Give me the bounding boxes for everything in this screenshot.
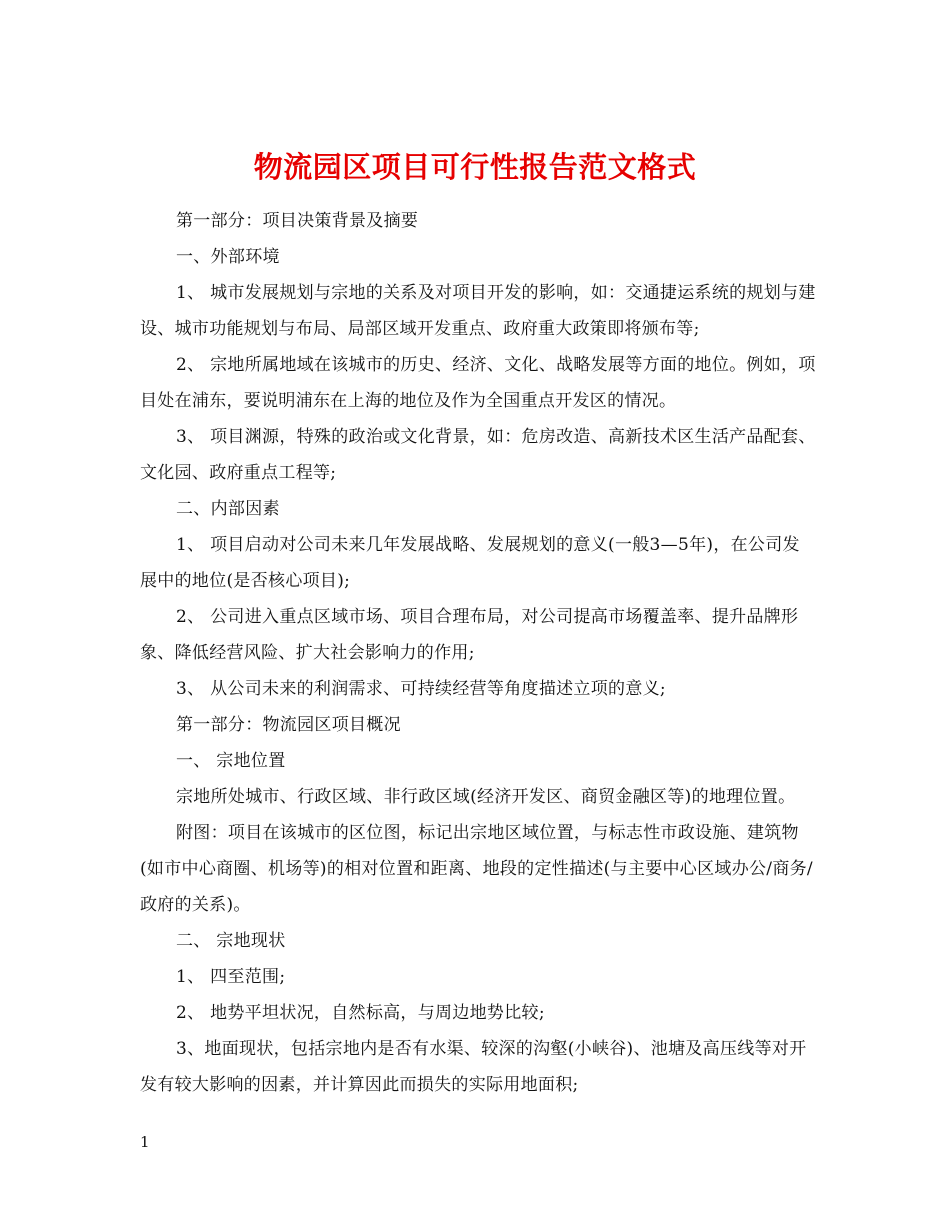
paragraph: 3、 项目渊源，特殊的政治或文化背景，如：危房改造、高新技术区生活产品配套、文化园、政府重点工程等; [140,427,816,483]
page-number: 1 [140,1133,150,1151]
paragraph: 2、 公司进入重点区域市场、项目合理布局，对公司提高市场覆盖率、提升品牌形象、降低经营风险、扩大社会影响力的作用; [140,607,799,663]
paragraph: 1、 城市发展规划与宗地的关系及对项目开发的影响，如：交通捷运系统的规划与建设、城市功能规划与布局、局部区域开发重点、政府重大政策即将颁布等; [140,283,816,339]
paragraph: 1、 项目启动对公司未来几年发展战略、发展规划的意义(一般3—5年)，在公司发展中的地位(是否核心项目); [140,535,800,591]
paragraph: 二、 宗地现状 [176,931,286,951]
paragraph: 二、内部因素 [176,499,280,519]
paragraph: 一、 宗地位置 [176,751,286,771]
paragraph: 3、地面现状，包括宗地内是否有水渠、较深的沟壑(小峡谷)、池塘及高压线等对开发有较大影响的因素，并计算因此而损失的实际用地面积; [140,1039,807,1095]
document-title: 物流园区项目可行性报告范文格式 [253,150,697,185]
paragraph: 2、 地势平坦状况，自然标高，与周边地势比较; [176,1003,545,1023]
paragraph: 第一部分：物流园区项目概况 [176,715,401,735]
paragraph: 第一部分：项目决策背景及摘要 [176,211,419,231]
paragraph: 2、 宗地所属地域在该城市的历史、经济、文化、战略发展等方面的地位。例如，项目处在浦东，要说明浦东在上海的地位及作为全国重点开发区的情况。 [140,355,816,411]
paragraph: 1、 四至范围; [176,967,286,987]
paragraph: 一、外部环境 [176,247,280,267]
paragraph: 3、 从公司未来的利润需求、可持续经营等角度描述立项的意义; [176,679,666,699]
paragraph: 附图：项目在该城市的区位图，标记出宗地区域位置，与标志性市政设施、建筑物(如市中心商圈、机场等)的相对位置和距离、地段的定性描述(与主要中心区域办公/商务/政府的关系)。 [140,823,813,915]
document-body [140,203,816,1103]
paragraph: 宗地所处城市、行政区域、非行政区域(经济开发区、商贸金融区等)的地理位置。 [176,787,796,807]
